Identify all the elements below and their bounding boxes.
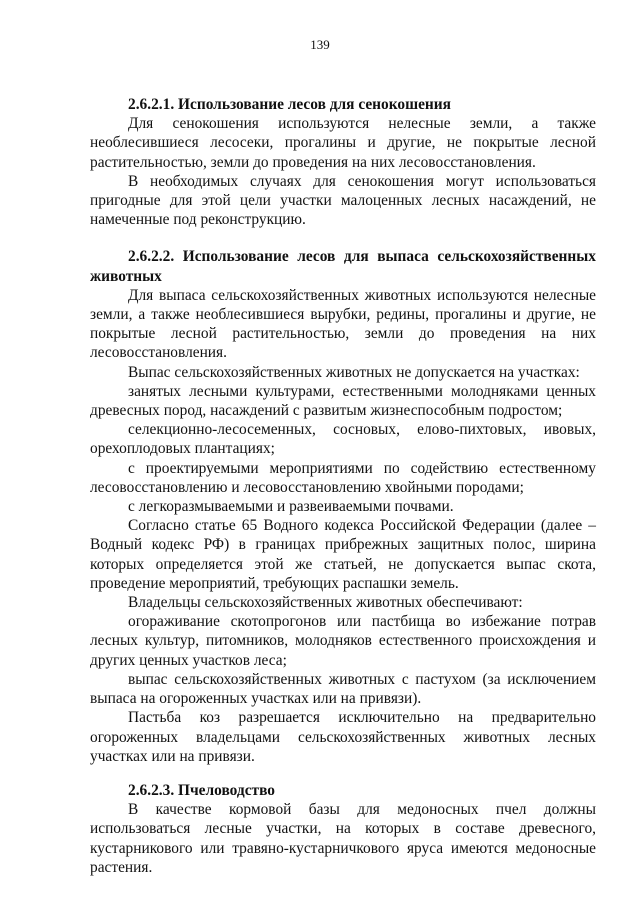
section-heading: 2.6.2.1. Использование лесов для сенокошения [128,96,451,113]
section-heading: 2.6.2.3. Пчеловодство [128,781,275,799]
section-hay-mowing [90,95,596,229]
paragraph: Для сенокошения используются нелесные земли, а также необлесившиеся лесосеки, прогалины и другие, не покрытые лесной растительностью, земли до проведения на них лесовосстановления. [90,115,596,171]
list-item: селекционно-лесосеменных, сосновых, елово-пихтовых, ивовых, орехоплодовых плантациях; [90,421,596,458]
document-body [90,95,596,895]
paragraph: Согласно статье 65 Водного кодекса Российской Федерации (далее – Водный кодекс РФ) в границах прибрежных защитных полос, ширина которых определяется этой же статьей, не допускается выпас скота, проведение мероприятий, требующих распашки земель. [90,517,596,592]
list-item: с легкоразмываемыми и развеиваемыми почвами. [128,498,454,516]
paragraph: В необходимых случаях для сенокошения могут использоваться пригодные для этой цели участки малоценных лесных насаждений, не намеченные под реконструкцию. [90,172,596,229]
list-item: огораживание скотопрогонов или пастбища во избежание потрав лесных культур, питомников, молодняков естественного происхождения и других ценных участков леса; [90,613,596,669]
paragraph: Для выпаса сельскохозяйственных животных используются нелесные земли, а также необлесившиеся вырубки, редины, прогалины и другие, не покрытые лесной растительностью, земли до проведения на них лесовосстановления. [90,286,596,362]
section-heading: 2.6.2.2. Использование лесов для выпаса сельскохозяйственных животных [90,248,596,285]
list-item: занятых лесными культурами, естественными молодняками ценных древесных пород, насаждений с развитым жизнеспособным подростом; [90,382,596,420]
paragraph: Пастьба коз разрешается исключительно на предварительно огороженных владельцами сельскохозяйственных животных лесных участках или на привязи. [90,709,596,765]
section-grazing [90,247,596,765]
paragraph: Выпас сельскохозяйственных животных не допускается на участках: [128,363,580,381]
page-number: 139 [310,37,330,52]
paragraph: Владельцы сельскохозяйственных животных обеспечивают: [128,594,523,612]
paragraph: В качестве кормовой базы для медоносных пчел должны использоваться лесные участки, на которых в составе древесного, кустарникового или травяно-кустарничкового яруса имеются медоносные растения. [90,801,596,876]
section-beekeeping [90,781,596,877]
list-item: выпас сельскохозяйственных животных с пастухом (за исключением выпаса на огороженных участках или на привязи). [90,670,596,708]
list-item: с проектируемыми мероприятиями по содействию естественному лесовосстановлению и лесовосстановлению хвойными породами; [90,459,596,496]
